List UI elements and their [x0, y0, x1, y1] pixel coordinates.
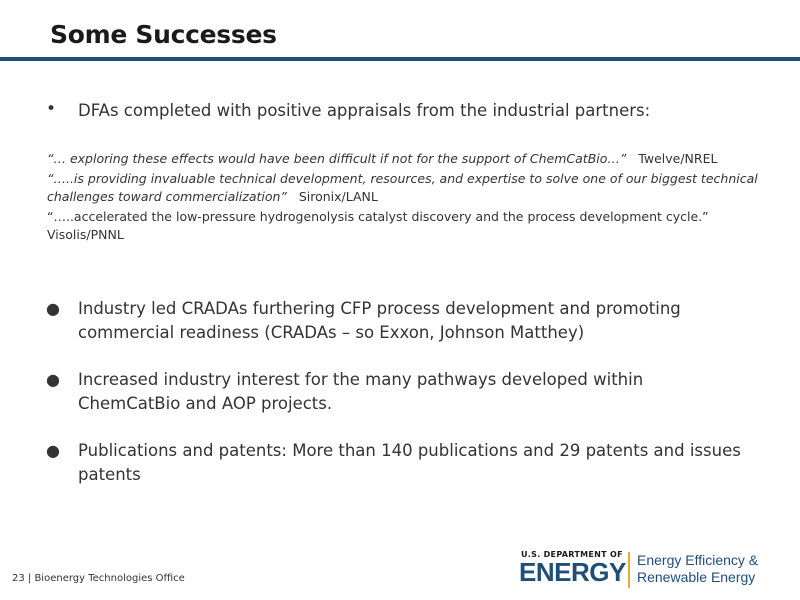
bullet-glyph: •	[46, 99, 57, 119]
list-item	[46, 297, 756, 345]
quote-source: Sironix/LANL	[298, 189, 378, 204]
quote-text: “…..is providing invaluable technical development, resources, and expertise to solve one of our biggest technical challenges toward commercialization”	[47, 171, 758, 204]
quote-item	[47, 150, 767, 168]
logo-eere-line1: Energy Efficiency &	[637, 552, 759, 568]
footer-page-label: 23 | Bioenergy Technologies Office	[12, 573, 185, 584]
logo-divider	[628, 552, 630, 588]
slide-title: Some Successes	[50, 20, 277, 49]
quote-text: “… exploring these effects would have been difficult if not for the support of ChemCatBio…”	[47, 151, 627, 166]
main-bullet-list	[46, 297, 756, 487]
logo-eere-text	[637, 552, 758, 586]
list-item-text: Increased industry interest for the many pathways developed within ChemCatBio and AOP projects.	[78, 370, 644, 413]
doe-eere-logo	[519, 550, 779, 590]
intro-bullet-text: DFAs completed with positive appraisals from the industrial partners:	[78, 101, 651, 120]
list-item	[46, 439, 756, 487]
list-item	[46, 368, 756, 416]
intro-bullet	[46, 99, 650, 123]
bullet-glyph: ●	[46, 299, 60, 318]
title-underline	[0, 57, 800, 61]
bullet-glyph: ●	[46, 370, 60, 389]
list-item-text: Industry led CRADAs furthering CFP process development and promoting commercial readiness (CRADAs – so Exxon, Johnson Matthey)	[78, 299, 681, 342]
logo-dept-line: U.S. DEPARTMENT OF	[521, 550, 623, 559]
quotes-block	[47, 150, 767, 244]
quote-source: Visolis/PNNL	[47, 227, 124, 242]
list-item-text: Publications and patents: More than 140 publications and 29 patents and issues patents	[78, 441, 741, 484]
quote-item	[47, 208, 767, 244]
logo-energy-word: ENERGY	[519, 557, 626, 587]
logo-eere-line2: Renewable Energy	[637, 569, 756, 585]
quote-source: Twelve/NREL	[638, 151, 718, 166]
bullet-glyph: ●	[46, 441, 60, 460]
quote-item	[47, 170, 767, 206]
quote-text: “…..accelerated the low-pressure hydrogenolysis catalyst discovery and the process development cycle.”	[47, 209, 709, 224]
